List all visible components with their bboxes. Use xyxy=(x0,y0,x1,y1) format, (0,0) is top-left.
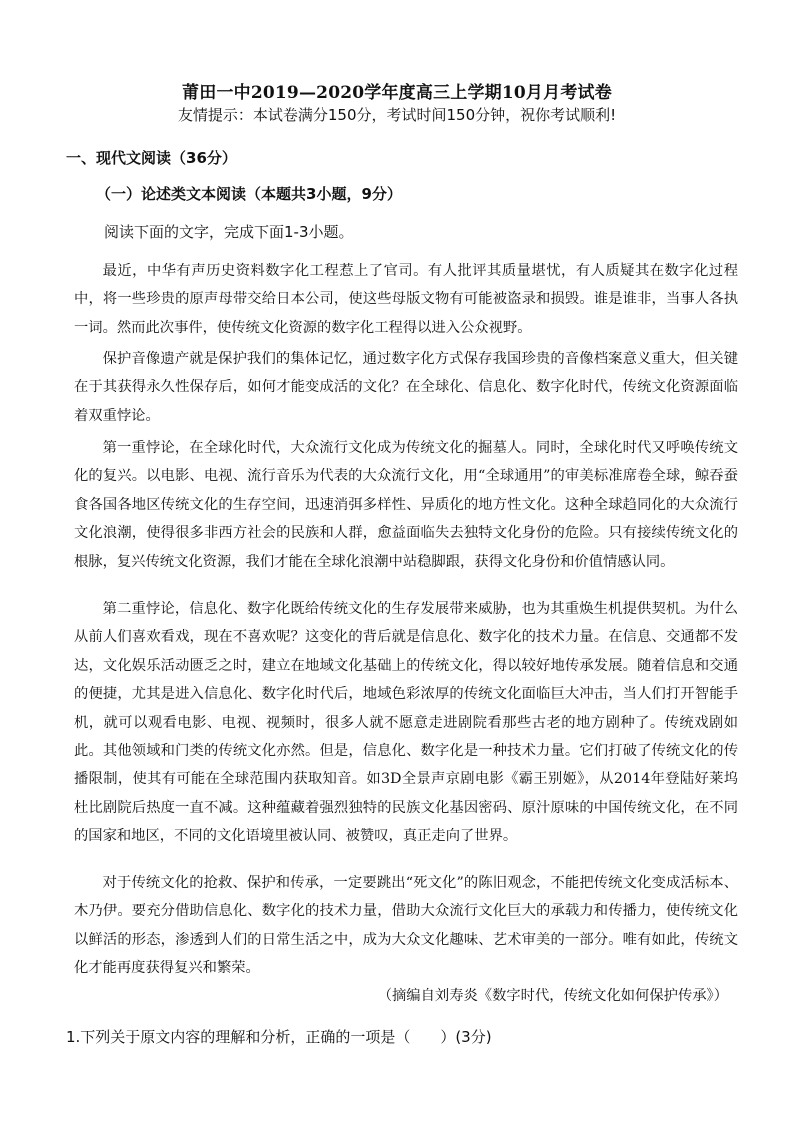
subsection-heading: （一）论述类文本阅读（本题共3小题，9分） xyxy=(96,185,402,203)
article-paragraph: 保护音像遗产就是保护我们的集体记忆，通过数字化方式保存我国珍贵的音像档案意义重大，但关键在于其获得永久性保存后，如何才能变成活的文化？在全球化、信息化、数字化时代，传统文化资源面临着双重悖论。 xyxy=(74,351,738,424)
article-paragraph: 最近，中华有声历史资料数字化工程惹上了官司。有人批评其质量堪忧，有人质疑其在数字化过程中，将一些珍贵的原声母带交给日本公司，使这些母版文物有可能被盗录和损毁。谁是谁非，当事人各执一词。然而此次事件，使传统文化资源的数字化工程得以进入公众视野。 xyxy=(74,263,738,336)
exam-title: 莆田一中2019—2020学年度高三上学期10月月考试卷 xyxy=(182,83,612,103)
exam-tip: 友情提示：本试卷满分150分，考试时间150分钟，祝你考试顺利! xyxy=(177,106,617,124)
article-paragraph: 第一重悖论，在全球化时代，大众流行文化成为传统文化的掘墓人。同时，全球化时代又呼唤传统文化的复兴。以电影、电视、流行音乐为代表的大众流行文化，用“全球通用”的审美标准席卷全球，鲸吞蚕食各国各地区传统文化的生存空间，迅速消弭多样性、异质化的地方性文化。这种全球趋同化的大众流行文化浪潮，使得很多非西方社会的民族和人群，愈益面临失去独特文化身份的危险。只有接续传统文化的根脉，复兴传统文化资源，我们才能在全球化浪潮中站稳脚跟，获得文化身份和价值情感认同。 xyxy=(74,440,738,570)
question-1: 1.下列关于原文内容的理解和分析，正确的一项是（ ）(3分) xyxy=(66,1028,492,1046)
reading-instruction: 阅读下面的文字，完成下面1-3小题。 xyxy=(104,223,354,241)
article-paragraph: 对于传统文化的抢救、保护和传承，一定要跳出“死文化”的陈旧观念，不能把传统文化变成活标本、木乃伊。要充分借助信息化、数字化的技术力量，借助大众流行文化巨大的承载力和传播力，使传统文化以鲜活的形态，渗透到人们的日常生活之中，成为大众文化趣味、艺术审美的一部分。唯有如此，传统文化才能再度获得复兴和繁荣。 xyxy=(74,875,738,977)
article-paragraph: 第二重悖论，信息化、数字化既给传统文化的生存发展带来威胁，也为其重焕生机提供契机。为什么从前人们喜欢看戏，现在不喜欢呢？这变化的背后就是信息化、数字化的技术力量。在信息、交通都不发达，文化娱乐活动匮乏之时，建立在地域文化基础上的传统文化，得以较好地传承发展。随着信息和交通的便捷，尤其是进入信息化、数字化时代后，地域色彩浓厚的传统文化面临巨大冲击，当人们打开智能手机，就可以观看电影、电视、视频时，很多人就不愿意走进剧院看那些古老的地方剧种了。传统戏剧如此。其他领域和门类的传统文化亦然。但是，信息化、数字化是一种技术力量。它们打破了传统文化的传播限制，使其有可能在全球范围内获取知音。如3D全景声京剧电影《霸王别姬》，从2014年登陆好莱坞杜比剧院后热度一直不减。这种蕴藏着强烈独特的民族文化基因密码、原汁原味的中国传统文化，在不同的国家和地区，不同的文化语境里被认同、被赞叹，真正走向了世界。 xyxy=(74,601,738,845)
article-source: （摘编自刘寿炎《数字时代，传统文化如何保护传承》） xyxy=(377,988,728,1004)
section-heading: 一、现代文阅读（36分） xyxy=(66,149,237,167)
